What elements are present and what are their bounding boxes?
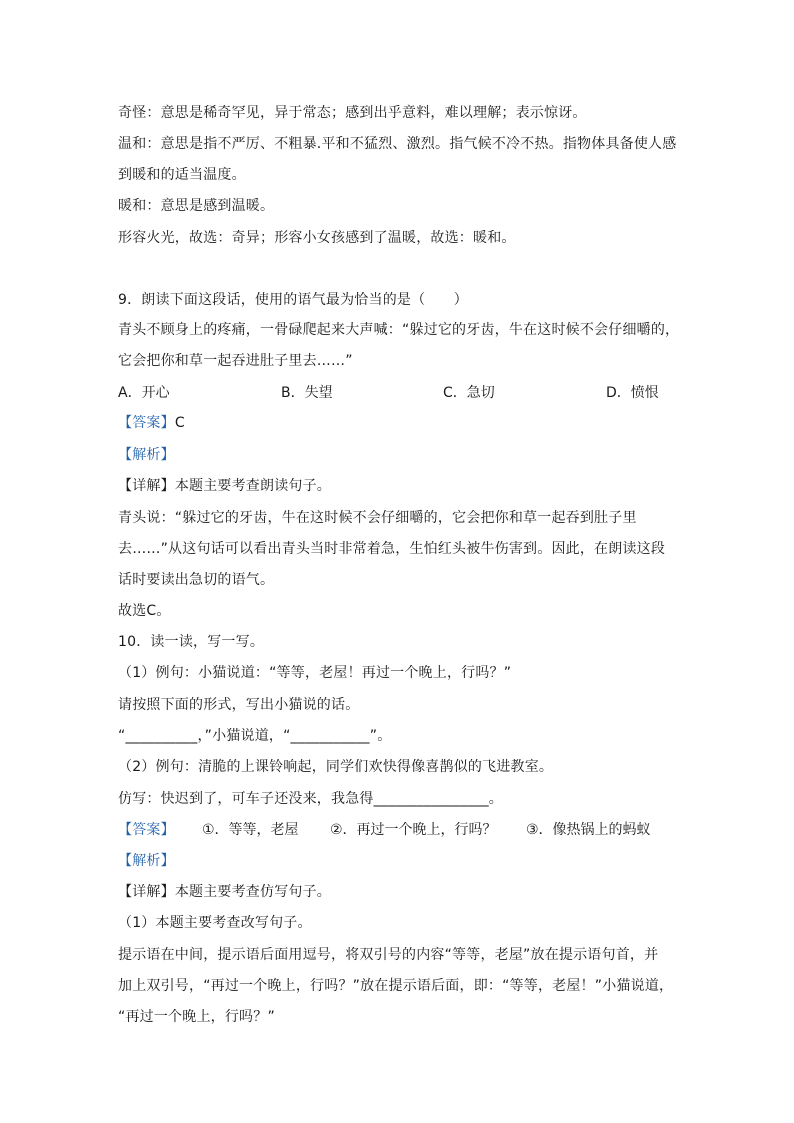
q9-detail-line5: 故选C。 (118, 603, 171, 619)
definition-nuanhuo: 暖和：意思是感到温暖。 (118, 198, 275, 214)
q10-analysis-row (118, 851, 175, 871)
definition-wenhe: 温和：意思是指不严厉、不粗暴.平和不猛烈、激烈。指气候不冷不热。指物体具备使人感 (118, 136, 677, 152)
q9-option-b: B．失望 (281, 385, 333, 401)
q9-analysis-row (118, 445, 175, 465)
q9-option-d: D．愤恨 (606, 385, 659, 401)
q9-option-a: A．开心 (118, 385, 170, 401)
q9-passage-line2: 它会把你和草一起吞进肚子里去……” (118, 353, 353, 369)
q10-answer-2: ②．再过一个晚上，行吗？ (330, 822, 497, 838)
q9-detail-text: 本题主要考查朗读句子。 (174, 478, 332, 494)
q10-part1-instruction: 请按照下面的形式，写出小猫说的话。 (118, 697, 360, 713)
q10-detail-row (118, 882, 331, 902)
detail-tag: 【详解】 (118, 478, 175, 494)
answer-tag: 【答案】 (118, 822, 175, 838)
q10-answer-row (118, 820, 175, 840)
analysis-tag: 【解析】 (118, 853, 175, 869)
q9-answer-row (118, 413, 185, 433)
q9-detail-line4: 话时要读出急切的语气。 (118, 572, 275, 588)
q10-part1-blank: “__________，”小猫说道，“___________”。 (118, 728, 392, 744)
definition-qiguai: 奇怪：意思是稀奇罕见，异于常态；感到出乎意料，难以理解；表示惊讶。 (118, 105, 587, 121)
q9-option-c: C．急切 (443, 385, 495, 401)
detail-tag: 【详解】 (118, 884, 175, 900)
definition-wenhe-cont: 到暖和的适当温度。 (118, 167, 246, 183)
section8-conclusion: 形容火光，故选：奇异；形容小女孩感到了温暖，故选：暖和。 (118, 230, 516, 246)
analysis-tag: 【解析】 (118, 447, 175, 463)
q9-detail-line2: 青头说：“躲过它的牙齿，牛在这时候不会仔细嚼的，它会把你和草一起吞到肚子里 (118, 510, 637, 526)
q9-detail-line3: 去……”从这句话可以看出青头当时非常着急，生怕红头被牛伤害到。因此，在朗读这段 (118, 541, 666, 557)
q10-part2-example: （2）例句：清脆的上课铃响起，同学们欢快得像喜鹊似的飞进教室。 (118, 759, 554, 775)
q10-title: 10．读一读，写一写。 (118, 634, 265, 650)
q9-answer-value: C (174, 415, 185, 431)
q10-part2-imitate: 仿写：快迟到了，可车子还没来，我急得________________。 (118, 791, 503, 807)
q10-detail-line4: 加上双引号，“再过一个晚上，行吗？”放在提示语后面，即：“等等，老屋！”小猫说道， (118, 978, 674, 994)
answer-tag: 【答案】 (118, 415, 175, 431)
q9-question: 9．朗读下面这段话，使用的语气最为恰当的是（ ） (118, 292, 468, 308)
q10-answer-3: ③．像热锅上的蚂蚁 (526, 822, 651, 838)
q9-passage-line1: 青头不顾身上的疼痛，一骨碌爬起来大声喊：“躲过它的牙齿，牛在这时候不会仔细嚼的， (118, 322, 680, 338)
q10-detail-line5: “再过一个晚上，行吗？” (118, 1009, 275, 1025)
q10-answer-1: ①．等等，老屋 (202, 822, 299, 838)
q10-detail-line3: 提示语在中间，提示语后面用逗号，将双引号的内容“等等，老屋”放在提示语句首，并 (118, 947, 659, 963)
q10-detail-text: 本题主要考查仿写句子。 (174, 884, 332, 900)
q10-part1-example: （1）例句：小猫说道：“等等，老屋！再过一个晚上，行吗？” (118, 665, 512, 681)
q9-detail-row (118, 476, 331, 496)
q10-detail-line2: （1）本题主要考查改写句子。 (118, 915, 312, 931)
